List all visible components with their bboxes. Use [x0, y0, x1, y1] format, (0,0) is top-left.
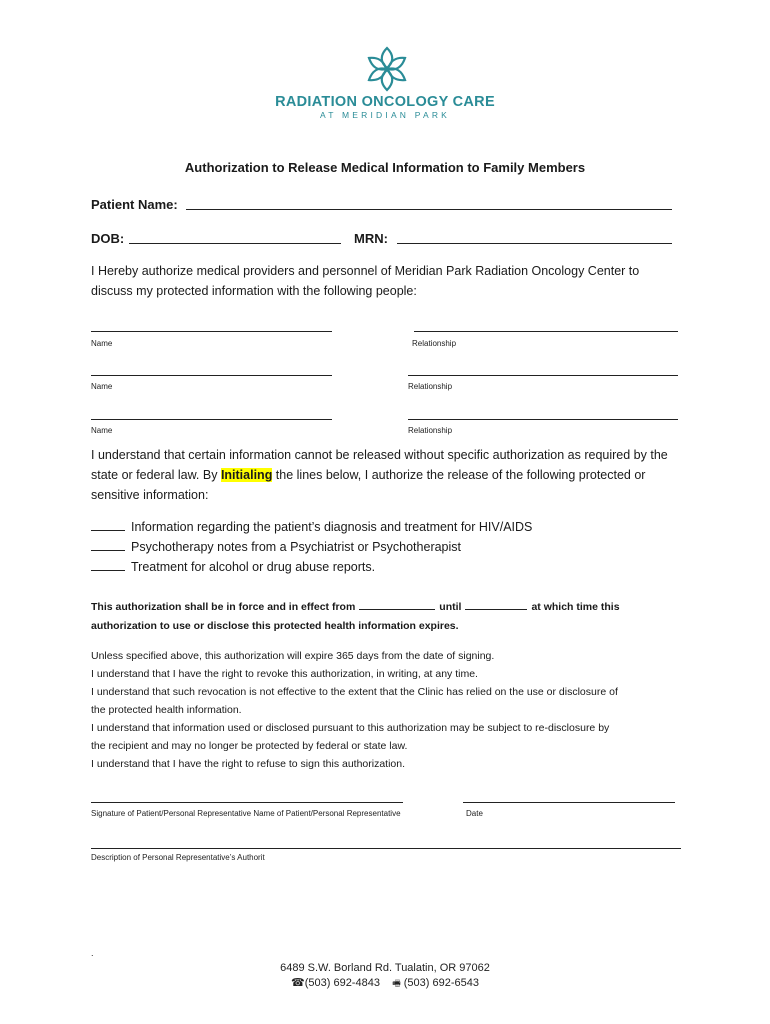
representative-authority-label: Description of Personal Representative’s Authorit — [91, 853, 265, 862]
force-from-date-field[interactable] — [359, 599, 435, 610]
initial-item-3 — [91, 560, 375, 574]
initial-item-1-text: Information regarding the patient’s diagnosis and treatment for HIV/AIDS — [131, 520, 533, 534]
person-3-name-field[interactable] — [91, 419, 332, 420]
form-title: Authorization to Release Medical Information to Family Members — [184, 160, 586, 175]
initial-item-2 — [91, 540, 461, 554]
understand-text-after: the lines below, I authorize the release of the following protected or sensitive information: — [91, 468, 646, 502]
representative-authority-field[interactable] — [91, 848, 681, 849]
footer-fax: (503) 692-6543 — [403, 977, 479, 989]
legal-line: Unless specified above, this authorization will expire 365 days from the date of signing. — [91, 650, 495, 662]
person-2-relationship-field[interactable] — [408, 375, 678, 376]
legal-line: I understand that such revocation is not effective to the extent that the Clinic has relied on the use or disclosure of — [91, 686, 618, 698]
date-field[interactable] — [463, 802, 675, 803]
force-line-2: authorization to use or disclose this protected health information expires. — [91, 620, 459, 632]
phone-icon: ☎ — [291, 977, 305, 989]
mrn-label: MRN: — [354, 231, 388, 246]
person-1-relationship-label: Relationship — [412, 339, 457, 348]
legal-line: the protected health information. — [91, 704, 242, 716]
intro-text: I Hereby authorize medical providers and personnel of Meridian Park Radiation Oncology Center to discuss my protected information with the following people: — [91, 264, 640, 298]
patient-name-field[interactable] — [186, 209, 672, 210]
dob-field[interactable] — [129, 243, 341, 244]
initial-item-2-text: Psychotherapy notes from a Psychiatrist or Psychotherapist — [131, 540, 462, 554]
person-2-name-field[interactable] — [91, 375, 332, 376]
legal-line: the recipient and may no longer be protected by federal or state law. — [91, 740, 408, 752]
footer-contact — [0, 976, 770, 992]
date-label: Date — [466, 809, 483, 818]
person-1-name-field[interactable] — [91, 331, 332, 332]
initial-blank-1[interactable] — [91, 520, 125, 531]
initial-item-1 — [91, 520, 532, 534]
fax-icon: 🖷 — [392, 978, 401, 988]
initial-item-3-text: Treatment for alcohol or drug abuse reports. — [131, 560, 376, 574]
person-1-name-label: Name — [91, 339, 113, 348]
logo-icon — [367, 46, 407, 92]
footer-phone: (503) 692-4843 — [304, 977, 380, 989]
force-text-a: This authorization shall be in force and in effect from — [91, 601, 356, 613]
person-1-relationship-field[interactable] — [414, 331, 678, 332]
force-paragraph — [91, 598, 691, 636]
force-text-b: until — [439, 601, 462, 613]
legal-line: I understand that I have the right to refuse to sign this authorization. — [91, 758, 406, 770]
legal-line: I understand that information used or disclosed pursuant to this authorization may be subject to re-disclosure by — [91, 722, 610, 734]
signature-field[interactable] — [91, 802, 403, 803]
person-2-relationship-label: Relationship — [408, 382, 453, 391]
initial-blank-2[interactable] — [91, 540, 125, 551]
force-until-date-field[interactable] — [465, 599, 527, 610]
person-3-name-label: Name — [91, 426, 113, 435]
understand-paragraph — [91, 445, 681, 505]
dob-label: DOB: — [91, 231, 125, 246]
mrn-field[interactable] — [397, 243, 672, 244]
person-3-relationship-label: Relationship — [408, 426, 453, 435]
person-3-relationship-field[interactable] — [408, 419, 678, 420]
initial-blank-3[interactable] — [91, 560, 125, 571]
force-line-1 — [91, 598, 691, 617]
force-text-c: at which time this — [531, 601, 620, 613]
legal-block — [91, 647, 691, 773]
understand-text-before: I understand that certain information cannot be released without specific authorization as required by the state or federal law. By — [91, 448, 668, 482]
brand-name: RADIATION ONCOLOGY CARE — [275, 94, 495, 110]
patient-name-label: Patient Name: — [91, 197, 178, 212]
person-2-name-label: Name — [91, 382, 113, 391]
initialing-highlight: Initialing — [220, 468, 273, 482]
legal-line: I understand that I have the right to revoke this authorization, in writing, at any time. — [91, 668, 478, 680]
brand-subtitle: AT MERIDIAN PARK — [319, 110, 451, 120]
signature-label: Signature of Patient/Personal Representative Name of Patient/Personal Representative — [91, 809, 401, 818]
footer-dot: . — [91, 948, 94, 958]
footer-address: 6489 S.W. Borland Rd. Tualatin, OR 97062 — [280, 962, 490, 974]
